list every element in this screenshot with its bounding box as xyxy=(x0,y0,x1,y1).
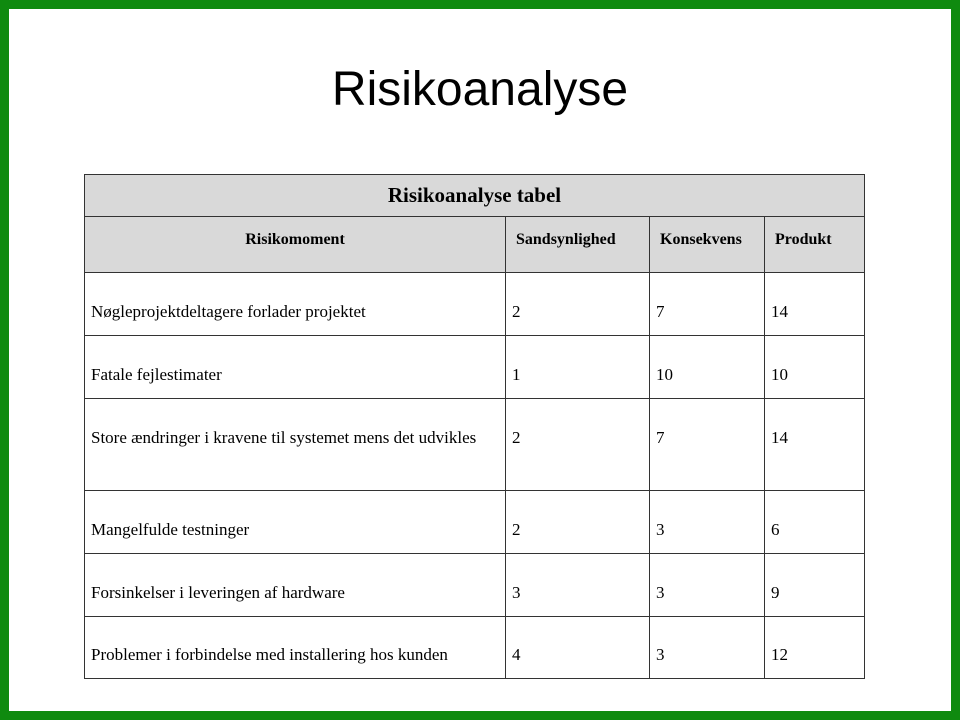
table-caption-row xyxy=(85,175,865,217)
header-risikomoment: Risikomoment xyxy=(85,217,506,273)
header-sandsynlighed: Sandsynlighed xyxy=(506,217,650,273)
cell-moment: Nøgleprojektdeltagere forlader projektet xyxy=(85,273,506,336)
risk-table xyxy=(84,174,865,679)
cell-konsekvens: 7 xyxy=(650,273,765,336)
header-produkt: Produkt xyxy=(765,217,865,273)
table-header-row xyxy=(85,217,865,273)
table-row xyxy=(85,491,865,554)
cell-produkt: 10 xyxy=(765,336,865,399)
table-caption: Risikoanalyse tabel xyxy=(85,175,865,217)
cell-sandsynlighed: 4 xyxy=(506,617,650,679)
header-konsekvens: Konsekvens xyxy=(650,217,765,273)
cell-moment: Store ændringer i kravene til systemet mens det udvikles xyxy=(85,399,506,491)
table-row xyxy=(85,399,865,491)
cell-sandsynlighed: 3 xyxy=(506,554,650,617)
cell-konsekvens: 3 xyxy=(650,617,765,679)
cell-produkt: 6 xyxy=(765,491,865,554)
cell-sandsynlighed: 2 xyxy=(506,273,650,336)
cell-produkt: 9 xyxy=(765,554,865,617)
table-row xyxy=(85,273,865,336)
cell-konsekvens: 3 xyxy=(650,554,765,617)
table-row xyxy=(85,336,865,399)
cell-produkt: 14 xyxy=(765,399,865,491)
table-row xyxy=(85,617,865,679)
cell-konsekvens: 3 xyxy=(650,491,765,554)
cell-moment: Mangelfulde testninger xyxy=(85,491,506,554)
cell-konsekvens: 7 xyxy=(650,399,765,491)
slide-title: Risikoanalyse xyxy=(331,63,629,116)
cell-sandsynlighed: 2 xyxy=(506,399,650,491)
cell-produkt: 12 xyxy=(765,617,865,679)
cell-moment: Fatale fejlestimater xyxy=(85,336,506,399)
cell-produkt: 14 xyxy=(765,273,865,336)
cell-sandsynlighed: 2 xyxy=(506,491,650,554)
cell-moment: Forsinkelser i leveringen af hardware xyxy=(85,554,506,617)
table-row xyxy=(85,554,865,617)
cell-moment: Problemer i forbindelse med installering hos kunden xyxy=(85,617,506,679)
cell-konsekvens: 10 xyxy=(650,336,765,399)
cell-sandsynlighed: 1 xyxy=(506,336,650,399)
